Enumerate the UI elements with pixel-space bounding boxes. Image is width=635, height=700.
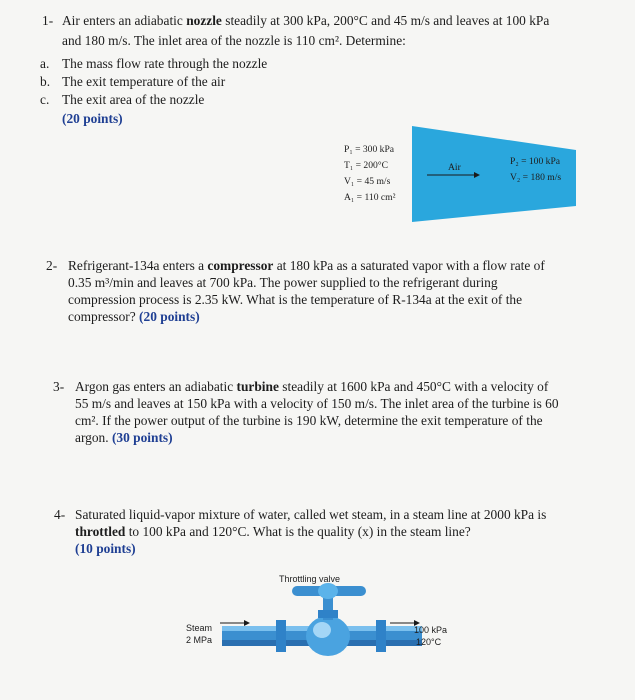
q3-points: (30 points) <box>111 430 173 445</box>
q1-item-c: The exit area of the nozzle <box>62 92 205 107</box>
nozzle-inlet-pressure: P₁ = 300 kPa <box>344 144 395 155</box>
q3-line2: 55 m/s and leaves at 150 kPa with a velocity of 150 m/s. The inlet area of the turbine is 60 <box>75 396 559 411</box>
q3-line3: cm². If the power output of the turbine is 190 kW, determine the exit temperature of the <box>75 413 543 428</box>
nozzle-fluid-label: Air <box>448 162 461 173</box>
nozzle-inlet-area: A₁ = 110 cm² <box>344 192 396 203</box>
nozzle-diagram <box>300 118 600 238</box>
valve-inlet-fluid: Steam <box>186 623 213 633</box>
q4-line2: throttled to 100 kPa and 120°C. What is the quality (x) in the steam line? <box>75 524 471 539</box>
q1-number: 1- <box>42 13 54 28</box>
q1-points: (20 points) <box>62 111 123 126</box>
q3-line4: argon. (30 points) <box>75 430 173 445</box>
nozzle-inlet-temperature: T₁ = 200°C <box>344 160 389 171</box>
q1-line1: Air enters an adiabatic nozzle steadily at 300 kPa, 200°C and 45 m/s and leaves at 100 kPa <box>62 13 550 28</box>
valve-outlet-pressure: 100 kPa <box>414 625 448 635</box>
nozzle-outlet-velocity: V₂ = 180 m/s <box>510 172 562 183</box>
q2-line2: 0.35 m³/min and leaves at 700 kPa. The power supplied to the refrigerant during <box>68 275 498 290</box>
q1-item-b-marker: b. <box>40 74 51 89</box>
valve-outlet-temperature: 120°C <box>416 637 442 647</box>
q1-item-c-marker: c. <box>40 92 50 107</box>
q1-item-b: The exit temperature of the air <box>62 74 226 89</box>
q2-number: 2- <box>46 258 58 273</box>
q1-item-a-marker: a. <box>40 56 50 71</box>
q1-item-a: The mass flow rate through the nozzle <box>62 56 268 71</box>
q3-line1: Argon gas enters an adiabatic turbine steadily at 1600 kPa and 450°C with a velocity of <box>75 379 549 394</box>
nozzle-outlet-pressure: P₂ = 100 kPa <box>510 156 561 167</box>
nozzle-inlet-velocity: V₁ = 45 m/s <box>344 176 391 187</box>
q4-number: 4- <box>54 507 66 522</box>
q2-line4: compressor? (20 points) <box>68 309 200 324</box>
valve-inlet-pressure: 2 MPa <box>186 635 213 645</box>
q4-line1: Saturated liquid-vapor mixture of water, called wet steam, in a steam line at 2000 kPa is <box>75 507 547 522</box>
q3-number: 3- <box>53 379 65 394</box>
q4-points: (10 points) <box>75 541 136 556</box>
q2-points: (20 points) <box>139 309 200 324</box>
q2-line3: compression process is 2.35 kW. What is the temperature of R-134a at the exit of the <box>68 292 523 307</box>
q1-line2: and 180 m/s. The inlet area of the nozzle is 110 cm². Determine: <box>62 33 406 48</box>
q2-line1: Refrigerant-134a enters a compressor at 180 kPa as a saturated vapor with a flow rate of <box>68 258 545 273</box>
throttling-valve-diagram <box>180 566 470 666</box>
throttling-valve-label: Throttling valve <box>279 574 341 584</box>
